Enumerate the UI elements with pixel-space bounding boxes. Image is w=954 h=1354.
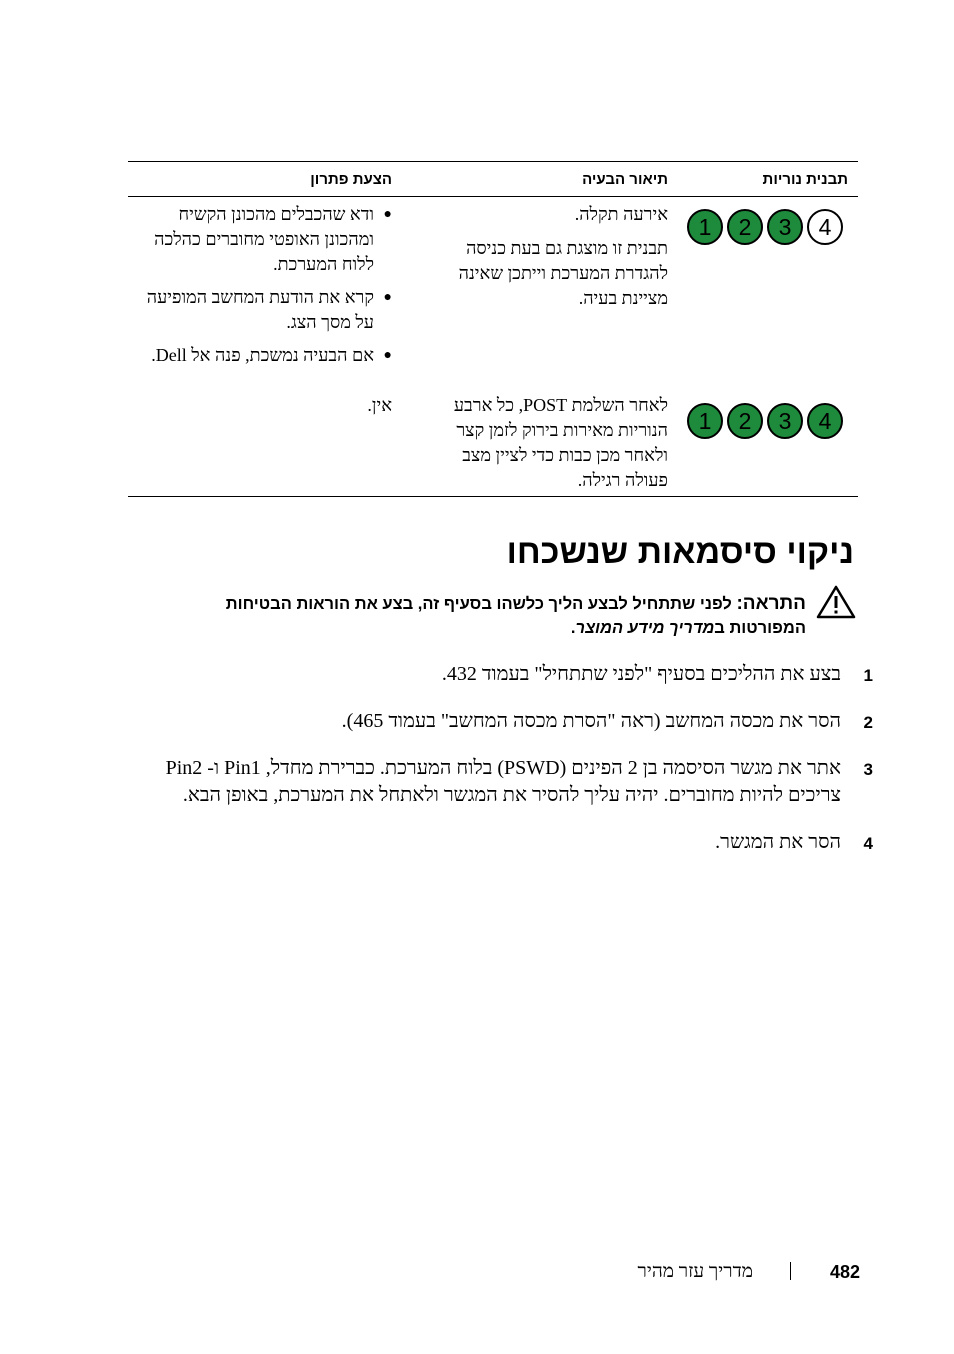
list-item: ● אם הבעיה נמשכת, פנה אל Dell. — [142, 343, 392, 368]
diagnostic-lights-row-1 — [686, 208, 846, 248]
light-1 — [688, 404, 722, 438]
step-text: בצע את ההליכים בסעיף "לפני שתתחיל" בעמוד 432. — [441, 663, 841, 685]
light-4 — [808, 404, 842, 438]
header-suggested-resolution: הצעת פתרון — [310, 171, 392, 188]
product-info-guide-reference: מדריך מידע המוצר — [575, 619, 715, 637]
footer-title: מדריך עזר מהיר — [637, 1261, 753, 1282]
light-label: 3 — [778, 408, 792, 434]
light-1 — [688, 210, 722, 244]
caution-notice — [156, 592, 806, 640]
light-label: 2 — [738, 408, 752, 434]
resolution-text: אין. — [367, 395, 392, 415]
table-header — [128, 162, 858, 197]
light-2 — [728, 404, 762, 438]
light-label: 4 — [818, 214, 832, 240]
bullet-icon: ● — [383, 207, 392, 222]
description-line: תבנית זו מוצגת גם בעת כניסה להגדרת המערכת וייתכן שאינה מציינת בעיה. — [458, 238, 668, 308]
bullet-icon: ● — [383, 290, 392, 305]
caution-label: התראה: — [736, 593, 806, 614]
step-number: 1 — [863, 666, 873, 685]
light-pattern-row-1 — [686, 208, 846, 248]
caution-end: . — [570, 619, 576, 637]
light-pattern-row-2 — [686, 402, 846, 442]
step-4 — [141, 829, 873, 856]
problem-description-row-2 — [428, 393, 668, 493]
light-4 — [808, 210, 842, 244]
diagnostic-lights-table — [128, 161, 858, 497]
suggested-resolution-row-1 — [142, 202, 392, 376]
diagnostic-lights-row-2 — [686, 402, 846, 442]
warning-triangle-icon — [816, 585, 856, 619]
resolution-list — [142, 202, 392, 368]
light-3 — [768, 210, 802, 244]
light-3 — [768, 404, 802, 438]
step-number: 2 — [863, 713, 873, 732]
page-number: 482 — [829, 1262, 860, 1282]
step-1 — [141, 661, 873, 688]
light-label: 2 — [738, 214, 752, 240]
step-3 — [141, 755, 873, 809]
header-problem-description: תיאור הבעיה — [582, 171, 668, 188]
step-2 — [141, 708, 873, 735]
caution-text: לפני שתתחיל לבצע הליך כלשהו בסעיף זה, בצע את הוראות הבטיחות המפורטות ב — [225, 595, 806, 637]
section-title: ניקוי סיסמאות שנשכחו — [506, 533, 854, 571]
header-light-pattern: תבנית נוריות — [762, 171, 848, 188]
suggested-resolution-row-2 — [142, 393, 392, 418]
step-number: 4 — [863, 834, 873, 853]
light-2 — [728, 210, 762, 244]
step-text: הסר את המגשר. — [715, 831, 841, 853]
list-item: ● ודא שהכבלים מהכונן הקשיח ומהכונן האופטי מחוברים כהלכה ללוח המערכת. — [154, 204, 392, 274]
step-text: אתר את מגשר הסיסמה בן 2 הפינים (PSWD) בלוח המערכת. כברירת מחדל, Pin1 ו- Pin2 צריכים להיות מחוברים. יהיה עליך להסיר את המגשר ולאתחל את המערכת, באופן הבא. — [165, 757, 841, 806]
list-item: ● קרא את הודעת המחשב המופיעה על מסך הצג. — [146, 287, 392, 332]
procedure-steps — [141, 661, 873, 876]
light-label: 1 — [698, 214, 712, 240]
description-line: לאחר השלמת POST, כל ארבע הנוריות מאירות בירוק לזמן קצר ולאחר מכן כבות כדי לציין מצב פעולה רגילה. — [453, 395, 668, 490]
step-text: הסר את מכסה המחשב (ראה "הסרת מכסה המחשב" בעמוד 465). — [341, 710, 841, 732]
light-label: 3 — [778, 214, 792, 240]
light-label: 4 — [818, 408, 832, 434]
description-line: אירעה תקלה. — [574, 204, 668, 224]
step-number: 3 — [863, 760, 873, 779]
bullet-icon: ● — [383, 348, 392, 363]
footer-divider — [790, 1262, 791, 1280]
light-label: 1 — [698, 408, 712, 434]
problem-description-row-1 — [428, 202, 668, 311]
